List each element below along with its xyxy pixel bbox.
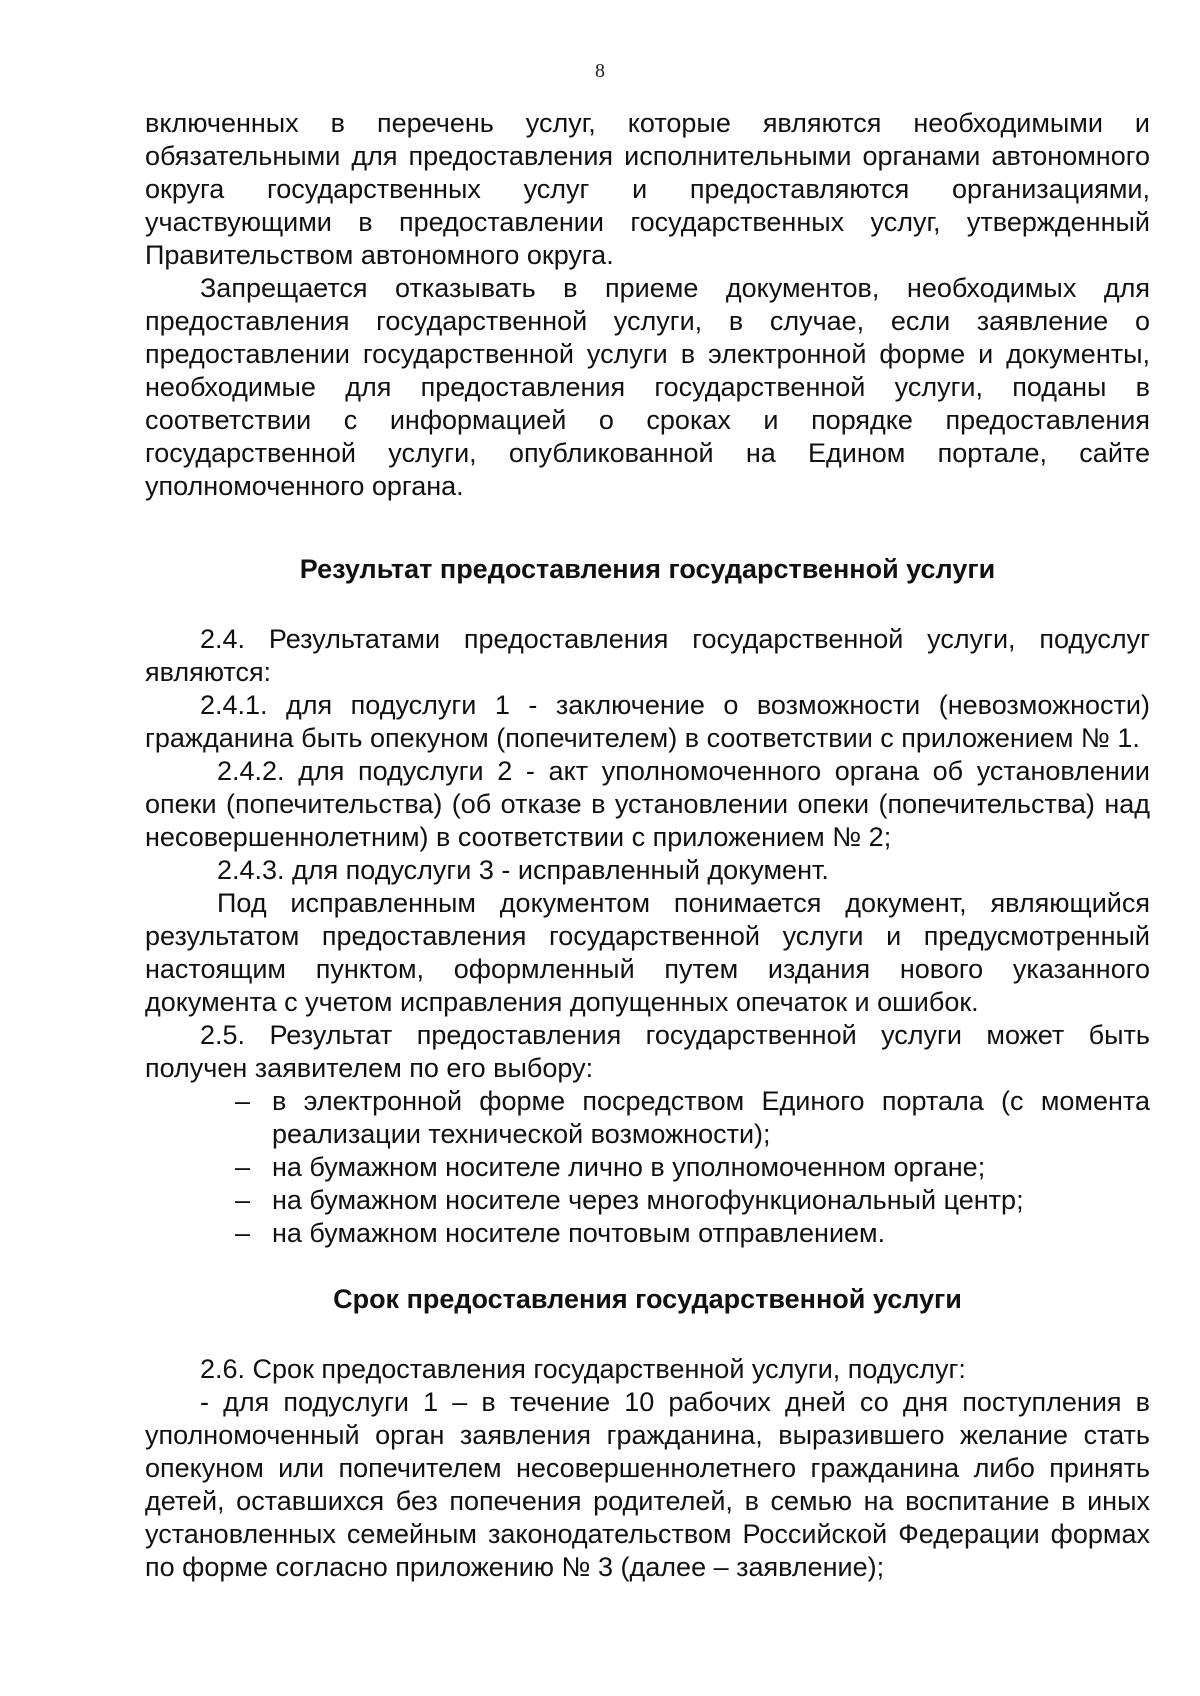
list-item [235, 1184, 1150, 1217]
list-item-text: в электронной форме посредством Единого портала (с момента реализации технической возможности); [272, 1086, 1150, 1149]
paragraph-2-5: 2.5. Результат предоставления государственной услуги может быть получен заявителем по его выбору: [145, 1020, 1150, 1083]
result-delivery-list [145, 1085, 1150, 1250]
dash-marker: – [235, 1218, 251, 1248]
paragraph-refusal-prohibition: Запрещается отказывать в приеме документов, необходимых для предоставления государственной услуги, в случае, если заявление о предоставлении государственной услуги в электронной форме и документы, необходимые для предоставления государственной услуги, поданы в соответствии с информацией о сроках и порядке предоставления государственной услуги, опубликованной на Едином портале, сайте уполномоченного органа. [145, 273, 1150, 501]
paragraph-2-4-2: 2.4.2. для подуслуги 2 - акт уполномоченного органа об установлении опеки (попечительства) (об отказе в установлении опеки (попечительства) над несовершеннолетним) в соответствии с приложением № 2; [145, 756, 1150, 852]
document-body [145, 107, 1150, 1584]
paragraph-2-6: 2.6. Срок предоставления государственной услуги, подуслуг: [200, 1354, 966, 1384]
list-item [235, 1217, 1150, 1250]
section-heading-term: Срок предоставления государственной услуги [333, 1284, 962, 1314]
paragraph-list-continuation: включенных в перечень услуг, которые являются необходимыми и обязательными для предоставления исполнительными органами автономного округа государственных услуг и предоставляются организациями, участвующими в предоставлении государственных услуг, утвержденный Правительством автономного округа. [145, 108, 1150, 270]
section-heading-result: Результат предоставления государственной услуги [299, 554, 996, 584]
dash-marker: – [235, 1185, 251, 1215]
paragraph-2-4-1: 2.4.1. для подуслуги 1 - заключение о возможности (невозможности) гражданина быть опекуном (попечителем) в соответствии с приложением № 1. [145, 690, 1150, 753]
dash-marker: – [235, 1152, 251, 1182]
list-item-text: на бумажном носителе через многофункциональный центр; [272, 1185, 1024, 1215]
dash-marker: – [235, 1086, 251, 1116]
paragraph-2-4: 2.4. Результатами предоставления государственной услуги, подуслуг являются: [145, 624, 1150, 687]
paragraph-corrected-document: Под исправленным документом понимается документ, являющийся результатом предоставления государственной услуги и предусмотренный настоящим пунктом, оформленный путем издания нового указанного документа с учетом исправления допущенных опечаток и ошибок. [145, 888, 1150, 1017]
list-item [235, 1151, 1150, 1184]
paragraph-subservice-1-term: - для подуслуги 1 – в течение 10 рабочих дней со дня поступления в уполномоченный орган заявления гражданина, выразившего желание стать опекуном или попечителем несовершеннолетнего гражданина либо принять детей, оставшихся без попечения родителей, в семью на воспитание в иных установленных семейным законодательством Российской Федерации формах по форме согласно приложению № 3 (далее – заявление); [145, 1387, 1150, 1582]
paragraph-2-4-3: 2.4.3. для подуслуги 3 - исправленный документ. [217, 855, 829, 885]
list-item [235, 1085, 1150, 1151]
page-number: 8 [595, 60, 605, 82]
list-item-text: на бумажном носителе почтовым отправлением. [272, 1218, 886, 1248]
list-item-text: на бумажном носителе лично в уполномоченном органе; [272, 1152, 986, 1182]
